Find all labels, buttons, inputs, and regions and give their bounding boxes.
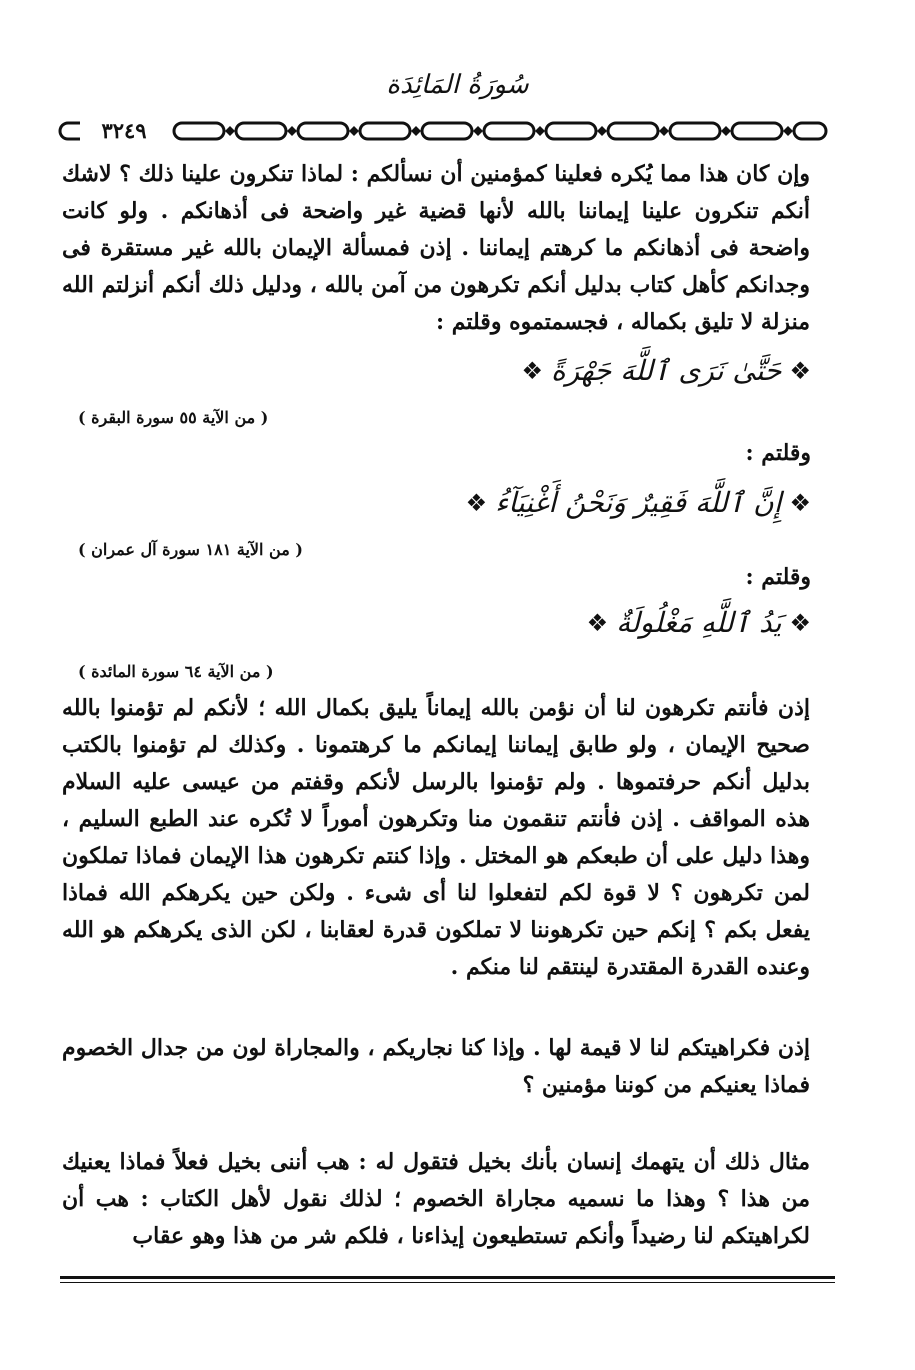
decorative-border-band <box>58 114 830 148</box>
quote-intro-2: وقلتم : <box>745 440 811 466</box>
verse-text: إِنَّ ٱللَّهَ فَقِيرٌ وَنَحْنُ أَغْنِيَآءُ <box>495 486 782 519</box>
verse-ornament-icon: ❖ <box>789 488 811 517</box>
surah-title: سُورَةُ المَائِدَة <box>386 70 529 100</box>
footer-rule-thin <box>60 1282 835 1283</box>
verse-text: يَدُ ٱللَّهِ مَغْلُولَةٌ <box>616 606 782 639</box>
paragraph-1: وإن كان هذا مما يُكره فعلينا كمؤمنين أن نسألكم : لماذا تنكرون علينا ذلك ؟ لاشك أنكم تنكرون علينا إيماننا بالله لأنها قضية غير واضحة فى أذهانكم . ولو كانت واضحة فى أذهانكم ما كرهتم إيماننا . إذن فمسألة الإيمان بالله غير مستقرة فى وجدانكم كأهل كتاب بدليل أنكم تكرهون من آمن بالله ، ودليل ذلك أنكم أنزلتم الله منزلة لا تليق بكماله ، فجسمتموه وقلتم : <box>62 161 810 335</box>
verse-ornament-icon: ❖ <box>521 356 543 385</box>
verse-reference-1: ( من الآية ٥٥ سورة البقرة ) <box>78 408 269 427</box>
quote-intro-3: وقلتم : <box>745 564 811 590</box>
verse-reference-2: ( من الآية ١٨١ سورة آل عمران ) <box>78 540 303 559</box>
verse-ornament-icon: ❖ <box>586 608 609 637</box>
quranic-verse-3 <box>587 606 811 639</box>
verse-ornament-icon: ❖ <box>465 488 488 517</box>
verse-reference-3: ( من الآية ٦٤ سورة المائدة ) <box>78 662 274 681</box>
paragraph-2: إذن فأنتم تكرهون لنا أن نؤمن بالله إيماناً يليق بكمال الله ؛ لأنكم لم تؤمنوا بالله صحيح الإيمان ، ولو طابق إيماننا إيمانكم ما كرهتمونا . وكذلك لم تؤمنوا بالكتب بدليل أنكم حرفتموها . ولم تؤمنوا بالرسل لأنكم وقفتم من عيسى عليه السلام هذه المواقف . إذن فأنتم تنقمون منا وتكرهون أموراً لا تُكره عند الطبع السليم ، وهذا دليل على أن طبعكم هو المختل . وإذا كنتم تكرهون هذا الإيمان فماذا تملكون لمن تكرهون ؟ لا قوة لكم لتفعلوا لنا أى شىء . ولكن حين يكرهكم الله فماذا يفعل بكم ؟ إنكم حين تكرهوننا لا تملكون قدرة لعقابنا ، لكن الذى يكرهكم هو الله وعنده القدرة المقتدرة لينتقم لنا منكم . <box>62 695 810 980</box>
paragraph-3: إذن فكراهيتكم لنا لا قيمة لها . وإذا كنا نجاريكم ، والمجاراة لون من جدال الخصوم فماذا يعنيكم من كوننا مؤمنين ؟ <box>62 1035 810 1098</box>
verse-ornament-icon: ❖ <box>789 356 811 385</box>
paragraph-4: مثال ذلك أن يتهمك إنسان بأنك بخيل فتقول له : هب أننى بخيل فعلاً فماذا يعنيك من هذا ؟ وهذا ما نسميه مجاراة الخصوم ؛ لذلك نقول لأهل الكتاب : هب أن لكراهيتكم لنا رضيداً وأنكم تستطيعون إيذاءنا ، فلكم شر من هذا وهو عقاب <box>62 1149 810 1249</box>
footer-rule <box>60 1276 835 1279</box>
page-number: ٣٢٤٩ <box>80 116 168 146</box>
verse-text: حَتَّىٰ نَرَى ٱللَّهَ جَهْرَةً <box>550 354 782 387</box>
quranic-verse-1 <box>521 354 811 387</box>
quranic-verse-2 <box>466 486 811 519</box>
verse-ornament-icon: ❖ <box>789 608 811 637</box>
